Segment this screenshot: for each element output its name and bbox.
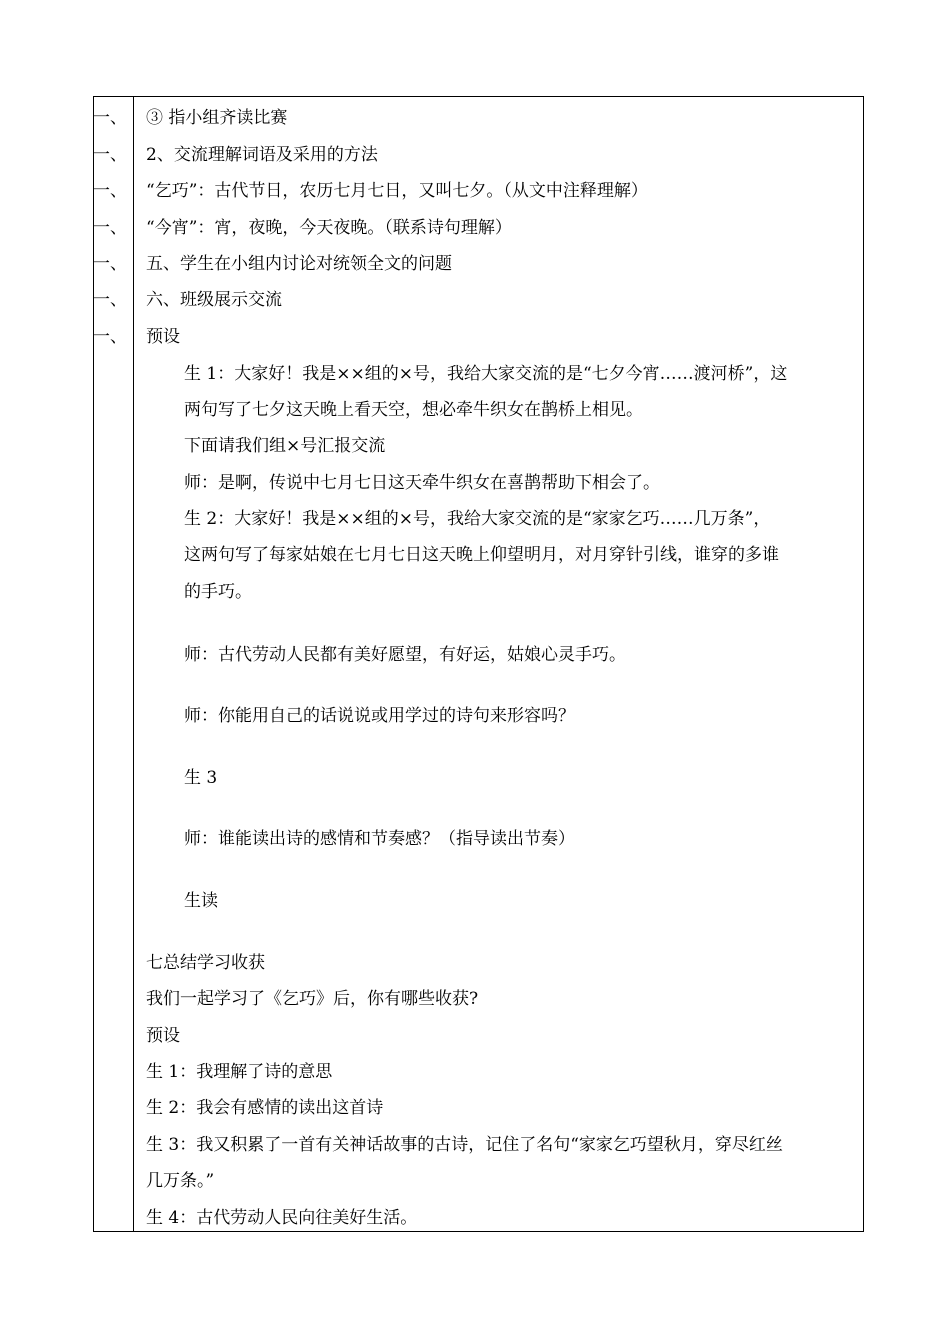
table-column-divider xyxy=(133,96,134,1232)
text-line: 师：你能用自己的话说说或用学过的诗句来形容吗？ xyxy=(184,706,575,726)
text-line: 师：古代劳动人民都有美好愿望，有好运，姑娘心灵手巧。 xyxy=(184,645,626,665)
text-line: 预设 xyxy=(146,1026,180,1046)
text-line: 生 2：大家好！我是××组的×号，我给大家交流的是“家家乞巧……几万条”， xyxy=(184,509,771,529)
text-line: 预设 xyxy=(146,327,180,347)
text-line: 师：谁能读出诗的感情和节奏感？（指导读出节奏） xyxy=(184,829,575,849)
text-line: 生 3：我又积累了一首有关神话故事的古诗，记住了名句“家家乞巧望秋月，穿尽红丝 xyxy=(146,1135,783,1155)
text-line: 生 1：我理解了诗的意思 xyxy=(146,1062,333,1082)
list-marker: 一、 xyxy=(93,108,127,128)
text-line: 生 4：古代劳动人民向往美好生活。 xyxy=(146,1208,418,1228)
text-line: 这两句写了每家姑娘在七月七日这天晚上仰望明月，对月穿针引线，谁穿的多谁 xyxy=(184,545,779,565)
list-marker: 一、 xyxy=(93,327,127,347)
text-line: 两句写了七夕这天晚上看天空，想必牵牛织女在鹊桥上相见。 xyxy=(184,400,643,420)
list-marker: 一、 xyxy=(93,254,127,274)
text-line: “乞巧”：古代节日，农历七月七日，又叫七夕。（从文中注释理解） xyxy=(146,181,648,201)
text-line: 的手巧。 xyxy=(184,582,252,602)
list-marker: 一、 xyxy=(93,145,127,165)
text-line: 师：是啊，传说中七月七日这天牵牛织女在喜鹊帮助下相会了。 xyxy=(184,473,660,493)
text-line: ③ 指小组齐读比赛 xyxy=(146,108,288,128)
text-line: 五、学生在小组内讨论对统领全文的问题 xyxy=(146,254,452,274)
text-line: 生 3 xyxy=(184,768,218,788)
text-line: 生读 xyxy=(184,891,218,911)
text-line: 下面请我们组×号汇报交流 xyxy=(184,436,386,456)
text-line: 2、交流理解词语及采用的方法 xyxy=(146,145,378,165)
text-line: 六、班级展示交流 xyxy=(146,290,282,310)
list-marker: 一、 xyxy=(93,218,127,238)
text-line: 生 2：我会有感情的读出这首诗 xyxy=(146,1098,384,1118)
text-line: 生 1：大家好！我是××组的×号，我给大家交流的是“七夕今宵……渡河桥”，这 xyxy=(184,364,788,384)
list-marker: 一、 xyxy=(93,290,127,310)
text-line: “今宵”：宵，夜晚，今天夜晚。（联系诗句理解） xyxy=(146,218,512,238)
text-line: 我们一起学习了《乞巧》后，你有哪些收获? xyxy=(146,989,479,1009)
list-marker: 一、 xyxy=(93,181,127,201)
section-heading: 七总结学习收获 xyxy=(146,953,265,973)
text-line: 几万条。” xyxy=(146,1171,215,1191)
